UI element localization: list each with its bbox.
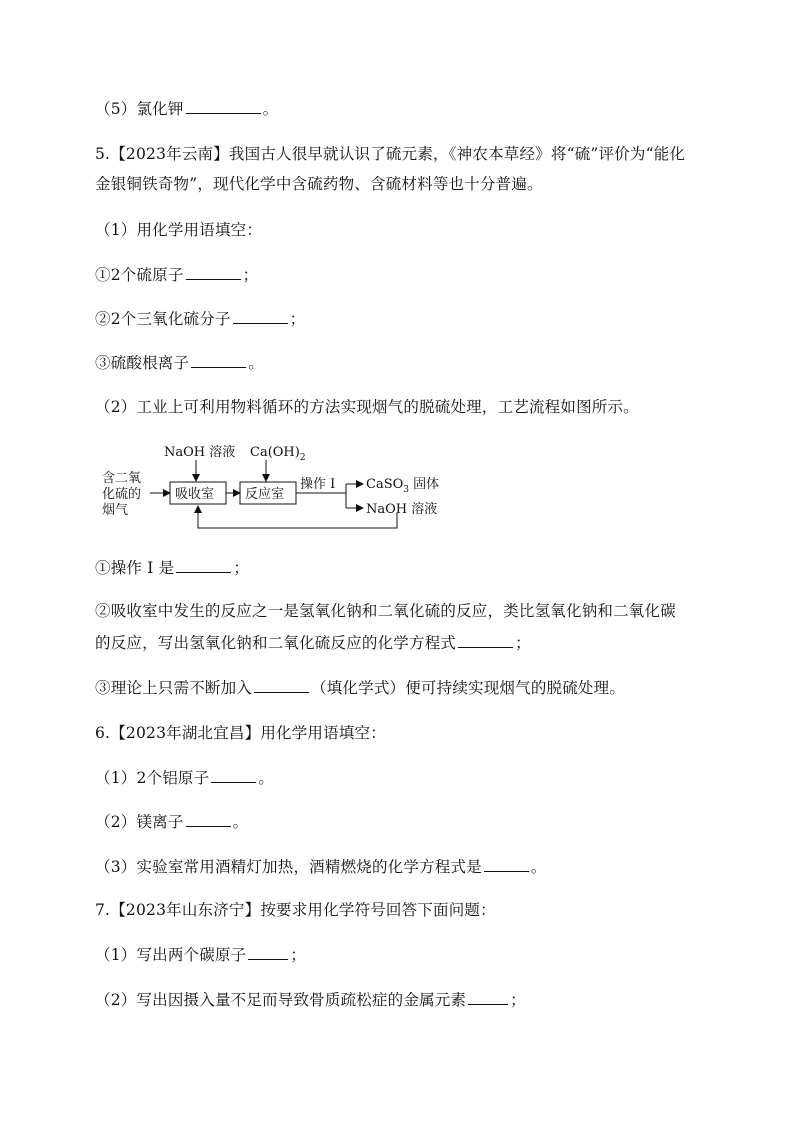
q5-part1-a xyxy=(95,263,258,286)
q6-item3-suffix: 。 xyxy=(530,858,547,876)
q5-part2-b-line1: ②吸收室中发生的反应之一是氢氧化钠和二氧化硫的反应，类比氢氧化钠和二氧化碳 xyxy=(95,602,676,620)
q5-part1-a-text: ①2个硫原子 xyxy=(95,266,184,284)
inlet-label-line3: 烟气 xyxy=(102,503,129,518)
q6-item1-suffix: 。 xyxy=(258,769,275,787)
absorption-chamber-label: 吸收室 xyxy=(175,487,215,502)
answer-blank[interactable] xyxy=(191,351,246,368)
product1-subscript: 3 xyxy=(403,485,409,495)
q5-part2-a xyxy=(95,556,249,579)
answer-blank[interactable] xyxy=(254,676,309,693)
reagent2-formula: Ca(OH) xyxy=(250,445,300,460)
q5-part1-c-suffix: 。 xyxy=(248,354,264,372)
q6-item2-suffix: 。 xyxy=(232,813,249,831)
answer-blank[interactable] xyxy=(468,988,508,1005)
answer-blank[interactable] xyxy=(211,766,256,783)
q7-item2-text: （2）写出因摄入量不足而导致骨质疏松症的金属元素 xyxy=(95,991,467,1009)
answer-blank[interactable] xyxy=(186,97,261,114)
answer-blank[interactable] xyxy=(458,631,513,648)
inlet-label-line2: 化硫的 xyxy=(102,487,142,502)
reagent2-label xyxy=(250,445,306,463)
answer-blank[interactable] xyxy=(484,855,529,872)
answer-blank[interactable] xyxy=(248,943,288,960)
q5-part2-c xyxy=(95,676,625,699)
q5-part1-b-text: ②2个三氧化硫分子 xyxy=(95,310,231,328)
q5-part1-b-suffix: ； xyxy=(289,310,306,328)
q7-item2-suffix: ； xyxy=(510,991,526,1009)
product1-formula: CaSO xyxy=(366,477,404,492)
q5-part2-b-suffix: ； xyxy=(515,634,531,652)
q6-item2-text: （2）镁离子 xyxy=(95,813,184,831)
q7-title: 7.【2023年山东济宁】按要求用化学符号回答下面问题： xyxy=(95,901,496,919)
inlet-label-line1: 含二氧 xyxy=(102,471,142,486)
q4-item5 xyxy=(95,97,278,120)
q6-item3-text: （3）实验室常用酒精灯加热，酒精燃烧的化学方程式是 xyxy=(95,858,482,876)
q5-part1-title: （1）用化学用语填空： xyxy=(95,221,263,239)
answer-blank[interactable] xyxy=(233,307,288,324)
q5-part2-title: （2）工业上可利用物料循环的方法实现烟气的脱硫处理，工艺流程如图所示。 xyxy=(95,398,639,416)
q5-part1-a-suffix: ； xyxy=(242,266,259,284)
q5-part1-b xyxy=(95,307,305,330)
reagent2-subscript: 2 xyxy=(299,453,306,463)
q5-part2-a-suffix: ； xyxy=(233,559,250,577)
q5-part2-c-text: ③理论上只需不断加入 xyxy=(95,679,253,697)
q5-part1-c-text: ③硫酸根离子 xyxy=(95,354,190,372)
operation-label: 操作 I xyxy=(300,477,336,492)
q7-item1 xyxy=(95,943,306,966)
q7-item1-suffix: ； xyxy=(290,946,307,964)
q6-item1 xyxy=(95,766,274,789)
answer-blank[interactable] xyxy=(186,263,241,280)
reaction-chamber-label: 反应室 xyxy=(245,487,285,502)
answer-blank[interactable] xyxy=(176,556,231,573)
q5-part2-b-text: 的反应，写出氢氧化钠和二氧化硫反应的化学方程式 xyxy=(95,634,457,652)
q5-stem-line2: 金银铜铁奇物”，现代化学中含硫药物、含硫材料等也十分普遍。 xyxy=(95,175,543,193)
reagent1-label: NaOH 溶液 xyxy=(164,445,236,460)
q7-item1-text: （1）写出两个碳原子 xyxy=(95,946,247,964)
q5-stem-line1: 5.【2023年云南】我国古人很早就认识了硫元素，《神农本草经》将“硫”评价为“能化 xyxy=(95,145,686,163)
product2-label: NaOH 溶液 xyxy=(366,502,438,517)
q6-title: 6.【2023年湖北宜昌】用化学用语填空： xyxy=(95,724,386,742)
q4-item5-suffix: 。 xyxy=(262,100,279,118)
q6-item1-text: （1）2个铝原子 xyxy=(95,769,210,787)
process-flow-diagram xyxy=(100,440,460,540)
q7-item2 xyxy=(95,988,526,1011)
q5-part1-c xyxy=(95,351,264,374)
q6-item2 xyxy=(95,810,248,833)
q6-item3 xyxy=(95,855,547,878)
q5-part2-b-line2 xyxy=(95,631,531,654)
answer-blank[interactable] xyxy=(186,810,231,827)
product1-suffix: 固体 xyxy=(409,477,440,492)
product1-label xyxy=(366,476,439,495)
q5-part2-a-text: ①操作 I 是 xyxy=(95,559,175,577)
q4-item5-text: （5）氯化钾 xyxy=(95,100,184,118)
q5-part2-c-suffix: （填化学式）便可持续实现烟气的脱硫处理。 xyxy=(311,679,626,697)
